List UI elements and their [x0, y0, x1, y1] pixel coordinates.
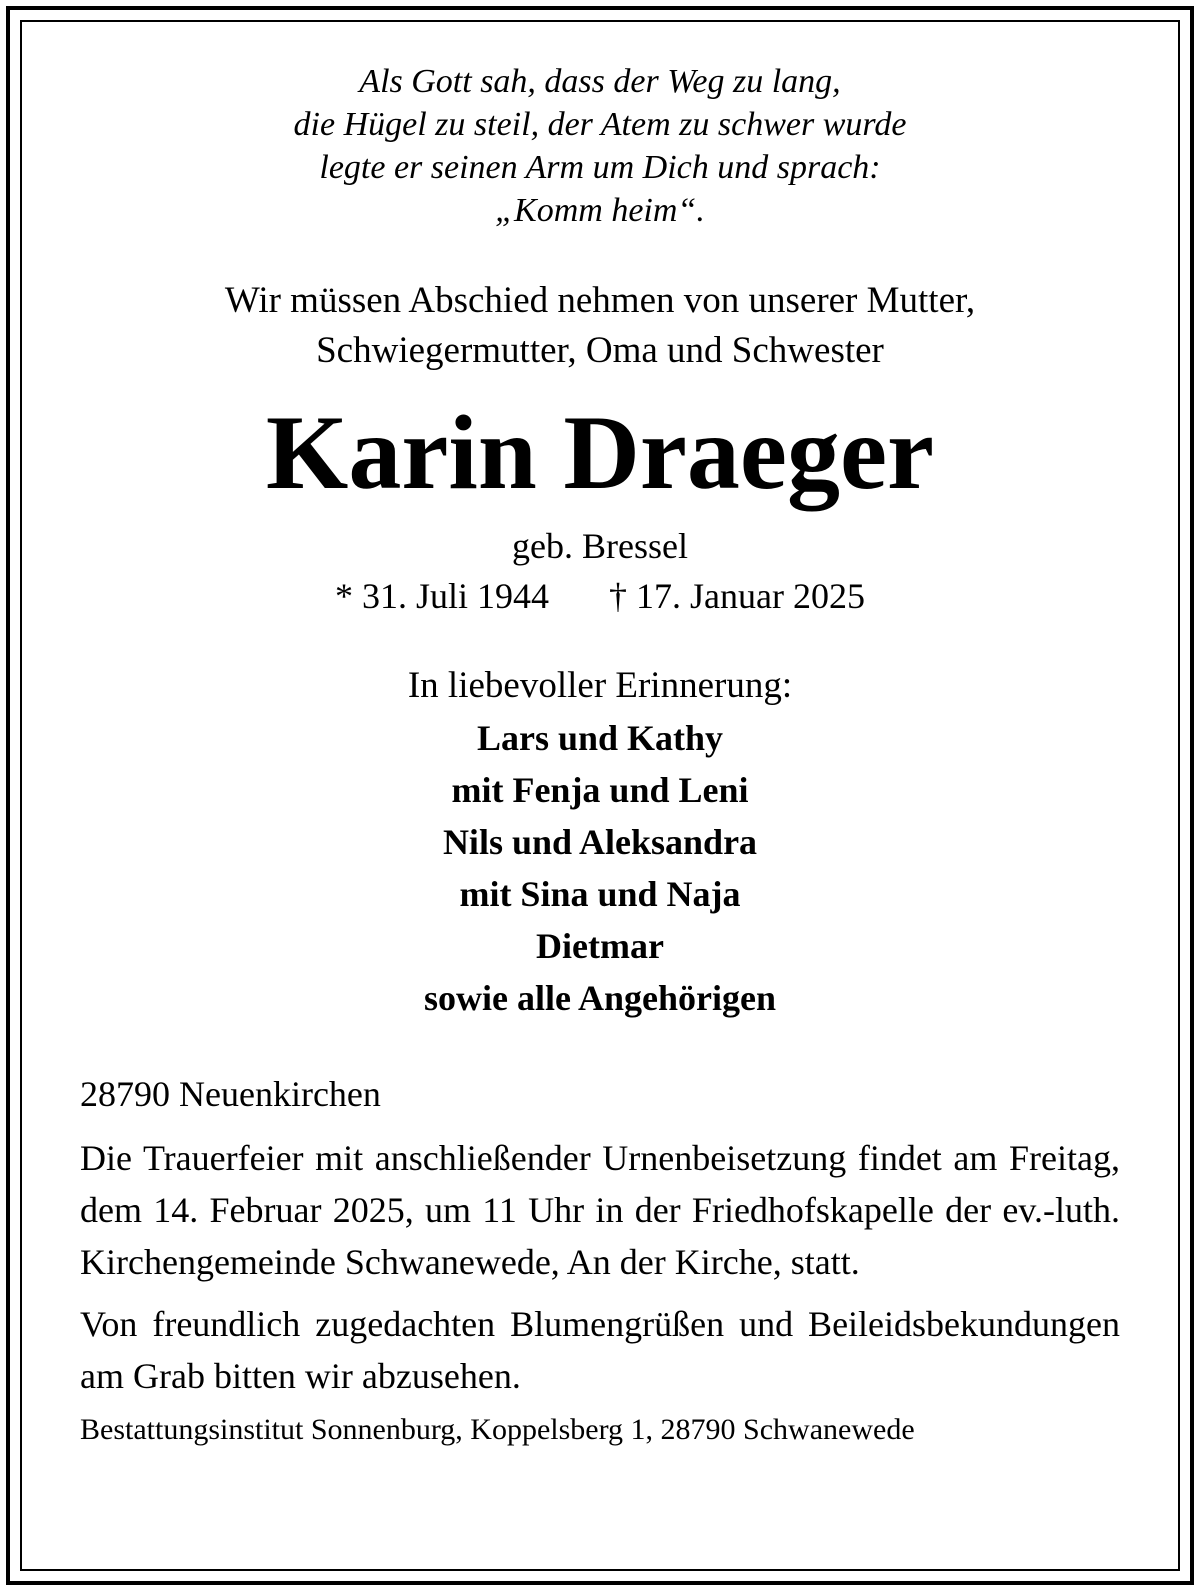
- intro-line: Schwiegermutter, Oma und Schwester: [316, 330, 884, 371]
- funeral-home: Bestattungsinstitut Sonnenburg, Koppelsberg 1, 28790 Schwanewede: [80, 1413, 915, 1446]
- flowers-text: Von freundlich zugedachten Blumengrüßen und Beileidsbekundungen am Grab bitten wir abzusehen.: [80, 1304, 1120, 1396]
- mourner-line: Nils und Aleksandra: [442, 822, 758, 862]
- mourners-list: [80, 712, 1120, 1024]
- funeral-text: Die Trauerfeier mit anschließender Urnenbeisetzung findet am Freitag, dem 14. Februar 2025, um 11 Uhr in der Friedhofskapelle der ev.-luth. Kirchengemeinde Schwanewede, An der Kirche, statt.: [80, 1138, 1120, 1282]
- intro-line: Wir müssen Abschied nehmen von unserer Mutter,: [224, 280, 976, 321]
- obituary-content: [80, 60, 1120, 1452]
- maiden-name: geb. Bressel: [512, 526, 688, 566]
- memory-heading: In liebevoller Erinnerung:: [407, 665, 793, 706]
- life-dates: [80, 570, 1120, 622]
- poem-line: legte er seinen Arm um Dich und sprach:: [319, 149, 881, 186]
- mourner-line: sowie alle Angehörigen: [424, 978, 776, 1018]
- death-date: † 17. Januar 2025: [609, 576, 865, 616]
- mourner-line: mit Fenja und Leni: [451, 770, 749, 810]
- place: 28790 Neuenkirchen: [80, 1074, 381, 1114]
- poem-line: Als Gott sah, dass der Weg zu lang,: [359, 63, 841, 100]
- intro-text: [80, 276, 1120, 376]
- poem: [80, 60, 1120, 232]
- deceased-name: Karin Draeger: [265, 394, 935, 511]
- birth-date: * 31. Juli 1944: [335, 576, 550, 616]
- mourner-line: Lars und Kathy: [476, 718, 724, 758]
- poem-line: „Komm heim“.: [495, 192, 705, 229]
- mourner-line: Dietmar: [536, 926, 664, 966]
- poem-line: die Hügel zu steil, der Atem zu schwer wurde: [293, 106, 907, 143]
- mourner-line: mit Sina und Naja: [459, 874, 741, 914]
